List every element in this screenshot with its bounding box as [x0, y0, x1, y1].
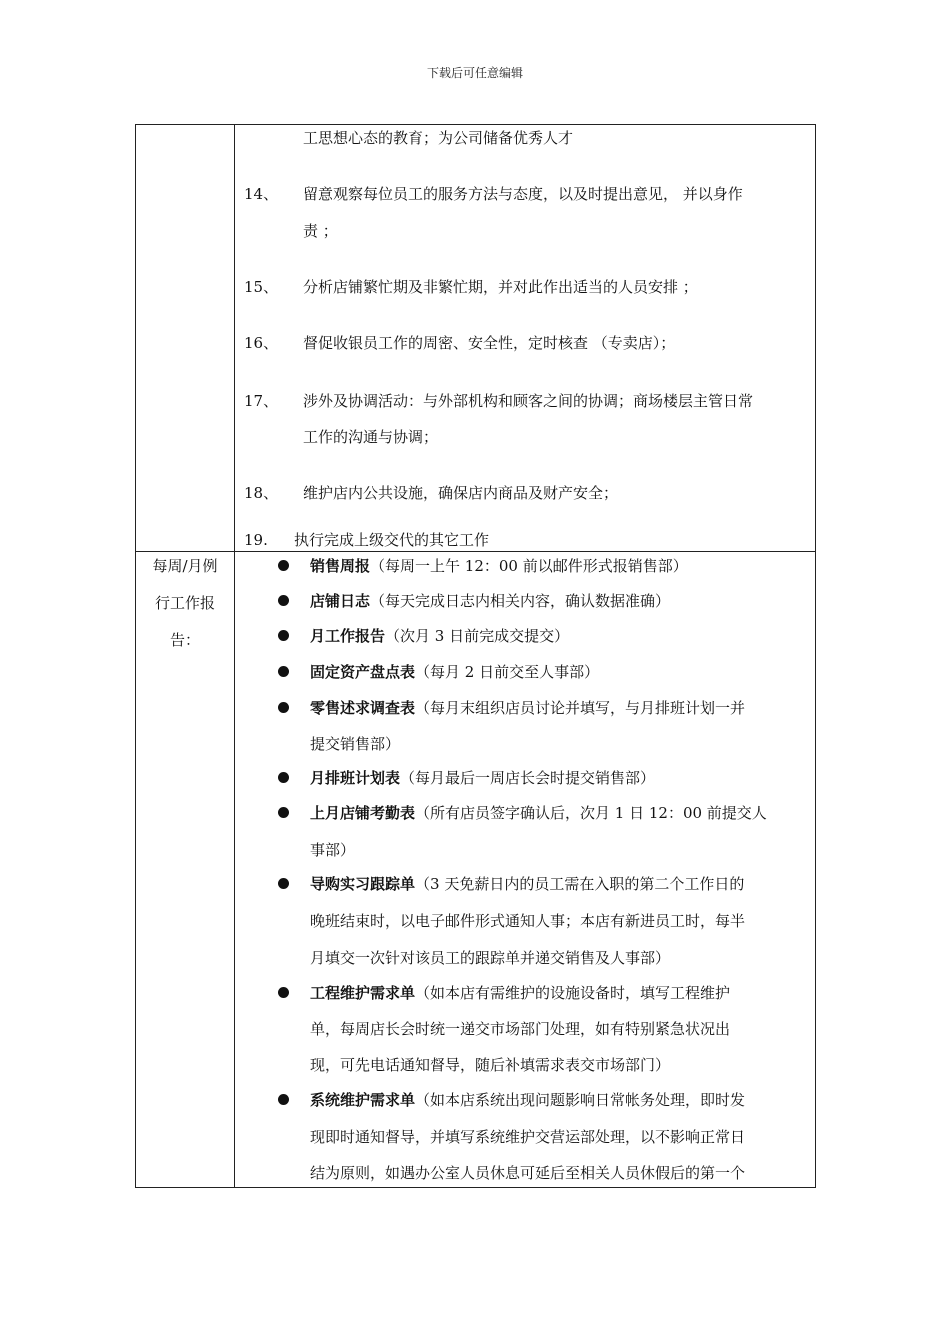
report-item-attendance: 上月店铺考勤表（所有店员签字确认后，次月 1 日 12：00 前提交人 [310, 804, 767, 822]
report-item-attendance-cont: 事部） [310, 841, 356, 859]
duty-continuation: 工思想心态的教育；为公司储备优秀人才 [303, 129, 574, 147]
duty-14-line1: 留意观察每位员工的服务方法与态度，以及时提出意见， 并以身作 [303, 185, 743, 203]
report-item-maintenance-cont1: 单，每周店长会时统一递交市场部门处理，如有特别紧急状况出 [310, 1020, 731, 1038]
bullet-icon [278, 878, 289, 889]
duty-number-16: 16、 [244, 334, 279, 352]
reports-label-line2: 行工作报 [154, 594, 215, 612]
report-item-intern-tracking-cont1: 晚班结束时，以电子邮件形式通知人事；本店有新进员工时，每半 [310, 912, 746, 930]
bullet-icon [278, 987, 289, 998]
duty-15-line1: 分析店铺繁忙期及非繁忙期，并对此作出适当的人员安排 ； [303, 278, 698, 296]
duty-number-19: 19. [244, 531, 268, 549]
report-item-asset-inventory: 固定资产盘点表（每月 2 日前交至人事部） [310, 663, 600, 681]
report-item-system-maintenance-cont1: 现即时通知督导，并填写系统维护交营运部处理，以不影响正常日 [310, 1128, 746, 1146]
report-item-retail-survey-cont: 提交销售部） [310, 735, 401, 753]
report-item-maintenance: 工程维护需求单（如本店有需维护的设施设备时，填写工程维护 [310, 984, 731, 1002]
report-item-monthly-report: 月工作报告（次月 3 日前完成交提交） [310, 627, 570, 645]
report-item-sales-weekly: 销售周报（每周一上午 12：00 前以邮件形式报销售部） [310, 557, 688, 575]
duty-number-18: 18、 [244, 484, 279, 502]
reports-label-line1: 每周/月例 [152, 557, 218, 575]
duty-17-line1: 涉外及协调活动：与外部机构和顾客之间的协调；商场楼层主管日常 [303, 392, 754, 410]
report-item-maintenance-cont2: 现，可先电话通知督导，随后补填需求表交市场部门） [310, 1056, 671, 1074]
bullet-icon [278, 630, 289, 641]
report-item-shift-plan: 月排班计划表（每月最后一周店长会时提交销售部） [310, 769, 656, 787]
report-item-store-log: 店铺日志（每天完成日志内相关内容，确认数据准确） [310, 592, 671, 610]
duty-14-line2: 责 ； [303, 222, 338, 240]
reports-label-line3: 告： [169, 631, 200, 649]
bullet-icon [278, 702, 289, 713]
duty-16-line1: 督促收银员工作的周密、安全性，定时核查 （专卖店）； [303, 334, 676, 352]
report-item-intern-tracking-cont2: 月填交一次针对该员工的跟踪单并递交销售及人事部） [310, 949, 671, 967]
duty-17-line2: 工作的沟通与协调； [303, 428, 439, 446]
bullet-icon [278, 807, 289, 818]
duty-number-15: 15、 [244, 278, 279, 296]
bullet-icon [278, 1094, 289, 1105]
report-item-system-maintenance: 系统维护需求单（如本店系统出现问题影响日常帐务处理，即时发 [310, 1091, 746, 1109]
bullet-icon [278, 595, 289, 606]
bullet-icon [278, 666, 289, 677]
bullet-icon [278, 772, 289, 783]
column-divider [234, 124, 235, 1188]
duty-number-14: 14、 [244, 185, 279, 203]
page-header: 下载后可任意编辑 [426, 66, 523, 80]
report-item-intern-tracking: 导购实习跟踪单（3 天免薪日内的员工需在入职的第二个工作日的 [310, 875, 745, 893]
duty-number-17: 17、 [244, 392, 279, 410]
bullet-icon [278, 560, 289, 571]
report-item-system-maintenance-cont2: 结为原则，如遇办公室人员休息可延后至相关人员休假后的第一个 [310, 1164, 746, 1182]
row-divider [135, 551, 816, 552]
report-item-retail-survey: 零售述求调查表（每月末组织店员讨论并填写，与月排班计划一并 [310, 699, 746, 717]
duty-18-line1: 维护店内公共设施，确保店内商品及财产安全； [303, 484, 619, 502]
duty-19-line1: 执行完成上级交代的其它工作 [294, 531, 490, 549]
